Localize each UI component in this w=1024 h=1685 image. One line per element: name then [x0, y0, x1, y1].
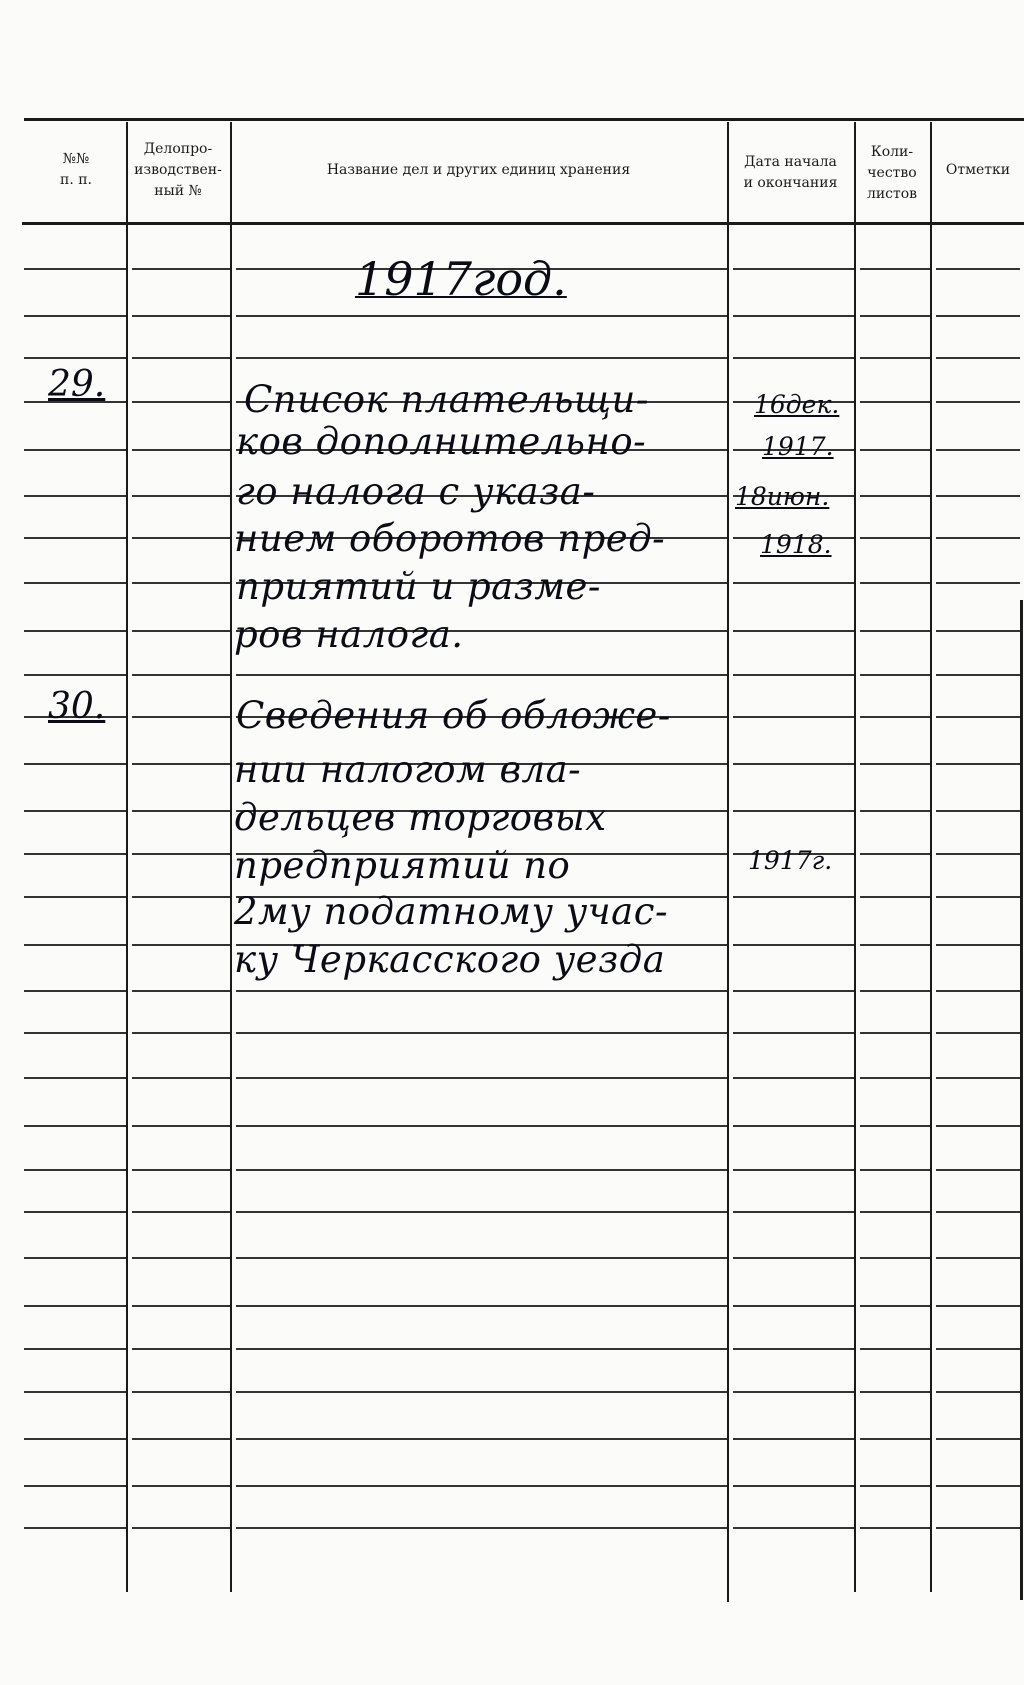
writing-rule: [860, 1305, 930, 1307]
writing-rule: [24, 810, 126, 812]
writing-rule: [733, 630, 854, 632]
header-col-number: №№ п. п.: [59, 151, 92, 188]
writing-rule: [24, 537, 126, 539]
writing-rule: [733, 1348, 854, 1350]
writing-rule: [936, 763, 1020, 765]
writing-rule: [132, 810, 230, 812]
entry-title-line: приятий и разме-: [236, 565, 601, 608]
writing-rule: [936, 1032, 1020, 1034]
writing-rule: [860, 1438, 930, 1440]
writing-rule: [24, 1305, 126, 1307]
writing-rule: [132, 1211, 230, 1213]
entry-title-line: предприятий по: [234, 844, 571, 887]
writing-rule: [936, 1391, 1020, 1393]
writing-rule: [860, 315, 930, 317]
writing-rule: [860, 449, 930, 451]
entry-title-line: ров налога.: [234, 613, 464, 656]
writing-rule: [936, 810, 1020, 812]
writing-rule: [236, 1169, 727, 1171]
writing-rule: [936, 268, 1020, 270]
writing-rule: [733, 810, 854, 812]
writing-rule: [132, 853, 230, 855]
writing-rule: [733, 716, 854, 718]
writing-rule: [733, 1485, 854, 1487]
writing-rule: [936, 1305, 1020, 1307]
writing-rule: [24, 763, 126, 765]
entry-date-line: 1918.: [760, 530, 832, 559]
writing-rule: [236, 674, 727, 676]
writing-rule: [936, 1348, 1020, 1350]
writing-rule: [733, 1077, 854, 1079]
writing-rule: [236, 1211, 727, 1213]
writing-rule: [236, 1438, 727, 1440]
writing-rule: [936, 315, 1020, 317]
writing-rule: [860, 1257, 930, 1259]
page-right-edge: [1020, 600, 1023, 1600]
writing-rule: [24, 853, 126, 855]
writing-rule: [733, 944, 854, 946]
entry-date-line: 18июн.: [735, 482, 830, 511]
writing-rule: [860, 537, 930, 539]
writing-rule: [132, 990, 230, 992]
writing-rule: [236, 1257, 727, 1259]
writing-rule: [236, 1485, 727, 1487]
writing-rule: [936, 1125, 1020, 1127]
writing-rule: [24, 315, 126, 317]
writing-rule: [24, 449, 126, 451]
writing-rule: [733, 1438, 854, 1440]
writing-rule: [24, 1438, 126, 1440]
writing-rule: [860, 1485, 930, 1487]
writing-rule: [24, 1257, 126, 1259]
writing-rule: [132, 630, 230, 632]
writing-rule: [936, 853, 1020, 855]
writing-rule: [132, 1485, 230, 1487]
writing-rule: [132, 357, 230, 359]
entry-number: 30.: [48, 686, 106, 727]
header-col-dates: Дата начала и окончания: [743, 154, 838, 191]
writing-rule: [236, 1391, 727, 1393]
writing-rule: [936, 896, 1020, 898]
writing-rule: [24, 1032, 126, 1034]
writing-rule: [936, 401, 1020, 403]
writing-rule: [24, 1527, 126, 1529]
entry-title-line: ку Черкасского уезда: [234, 938, 666, 981]
writing-rule: [236, 1348, 727, 1350]
writing-rule: [132, 268, 230, 270]
writing-rule: [132, 1125, 230, 1127]
writing-rule: [24, 1211, 126, 1213]
entry-title-line: ков дополнительно-: [236, 420, 647, 463]
entry-title-line: нии налогом вла-: [234, 748, 582, 791]
writing-rule: [860, 674, 930, 676]
writing-rule: [860, 401, 930, 403]
writing-rule: [24, 1348, 126, 1350]
writing-rule: [132, 1438, 230, 1440]
writing-rule: [860, 763, 930, 765]
writing-rule: [936, 537, 1020, 539]
writing-rule: [733, 990, 854, 992]
writing-rule: [132, 1169, 230, 1171]
writing-rule: [132, 1391, 230, 1393]
writing-rule: [936, 1527, 1020, 1529]
column-divider: [854, 122, 856, 1592]
writing-rule: [733, 268, 854, 270]
writing-rule: [132, 1348, 230, 1350]
header-col-title: Название дел и других единиц хранения: [326, 161, 631, 178]
writing-rule: [132, 495, 230, 497]
writing-rule: [132, 449, 230, 451]
writing-rule: [24, 674, 126, 676]
header-col-sheets: Коли- чество листов: [866, 143, 918, 202]
header-top-rule: [24, 118, 1024, 121]
writing-rule: [936, 1169, 1020, 1171]
writing-rule: [24, 630, 126, 632]
writing-rule: [24, 495, 126, 497]
writing-rule: [733, 1527, 854, 1529]
writing-rule: [860, 896, 930, 898]
writing-rule: [236, 1032, 727, 1034]
writing-rule: [733, 357, 854, 359]
writing-rule: [24, 268, 126, 270]
writing-rule: [733, 1391, 854, 1393]
writing-rule: [860, 268, 930, 270]
writing-rule: [24, 944, 126, 946]
column-divider: [126, 122, 128, 1592]
writing-rule: [132, 582, 230, 584]
writing-rule: [733, 1125, 854, 1127]
writing-rule: [24, 990, 126, 992]
writing-rule: [936, 357, 1020, 359]
writing-rule: [860, 495, 930, 497]
entry-title-line: 2му податному учас-: [234, 890, 668, 933]
writing-rule: [733, 582, 854, 584]
writing-rule: [132, 716, 230, 718]
writing-rule: [733, 1257, 854, 1259]
entry-date-line: 16дек.: [754, 390, 840, 419]
writing-rule: [860, 1527, 930, 1529]
writing-rule: [24, 1125, 126, 1127]
header-bottom-rule: [22, 222, 1024, 225]
writing-rule: [24, 357, 126, 359]
year-heading: 1917год.: [355, 252, 567, 306]
writing-rule: [936, 582, 1020, 584]
writing-rule: [936, 1077, 1020, 1079]
writing-rule: [936, 716, 1020, 718]
entry-title-line: Сведения об обложе-: [236, 694, 671, 737]
writing-rule: [24, 1169, 126, 1171]
writing-rule: [132, 1032, 230, 1034]
writing-rule: [860, 944, 930, 946]
writing-rule: [132, 1077, 230, 1079]
writing-rule: [24, 1391, 126, 1393]
entry-title-line: го налога с указа-: [236, 470, 596, 513]
writing-rule: [733, 315, 854, 317]
writing-rule: [936, 674, 1020, 676]
writing-rule: [132, 1257, 230, 1259]
writing-rule: [936, 1257, 1020, 1259]
writing-rule: [236, 357, 727, 359]
writing-rule: [936, 1485, 1020, 1487]
writing-rule: [24, 896, 126, 898]
writing-rule: [132, 537, 230, 539]
entry-title-line: дельцев торговых: [234, 796, 607, 839]
writing-rule: [860, 1391, 930, 1393]
writing-rule: [860, 582, 930, 584]
writing-rule: [236, 1305, 727, 1307]
column-divider: [930, 122, 932, 1592]
writing-rule: [733, 674, 854, 676]
writing-rule: [860, 1077, 930, 1079]
writing-rule: [132, 1305, 230, 1307]
writing-rule: [936, 495, 1020, 497]
header-col-notes: Отметки: [945, 161, 1011, 178]
writing-rule: [132, 401, 230, 403]
writing-rule: [236, 1125, 727, 1127]
writing-rule: [936, 1438, 1020, 1440]
writing-rule: [132, 763, 230, 765]
entry-date-line: 1917г.: [748, 846, 833, 875]
entry-title-line: нием оборотов пред-: [234, 517, 666, 560]
column-divider: [230, 122, 232, 1592]
writing-rule: [236, 990, 727, 992]
writing-rule: [936, 944, 1020, 946]
writing-rule: [860, 716, 930, 718]
writing-rule: [860, 357, 930, 359]
writing-rule: [132, 896, 230, 898]
writing-rule: [860, 1032, 930, 1034]
writing-rule: [236, 1077, 727, 1079]
writing-rule: [860, 1211, 930, 1213]
writing-rule: [733, 763, 854, 765]
entry-title-line: Список плательщи-: [244, 378, 649, 421]
writing-rule: [936, 449, 1020, 451]
writing-rule: [860, 853, 930, 855]
writing-rule: [936, 630, 1020, 632]
writing-rule: [733, 1169, 854, 1171]
writing-rule: [860, 810, 930, 812]
writing-rule: [860, 630, 930, 632]
writing-rule: [24, 582, 126, 584]
entry-number: 29.: [48, 364, 106, 405]
writing-rule: [860, 990, 930, 992]
writing-rule: [860, 1348, 930, 1350]
writing-rule: [132, 315, 230, 317]
writing-rule: [132, 674, 230, 676]
writing-rule: [24, 1077, 126, 1079]
writing-rule: [733, 896, 854, 898]
column-divider: [727, 122, 729, 1602]
writing-rule: [733, 1305, 854, 1307]
writing-rule: [236, 315, 727, 317]
entry-date-line: 1917.: [762, 432, 834, 461]
writing-rule: [733, 1032, 854, 1034]
writing-rule: [132, 1527, 230, 1529]
writing-rule: [132, 944, 230, 946]
writing-rule: [860, 1125, 930, 1127]
header-col-office-number: Делопро- изводствен- ный №: [134, 140, 222, 199]
writing-rule: [236, 1527, 727, 1529]
writing-rule: [24, 1485, 126, 1487]
writing-rule: [860, 1169, 930, 1171]
writing-rule: [936, 1211, 1020, 1213]
writing-rule: [936, 990, 1020, 992]
writing-rule: [733, 1211, 854, 1213]
